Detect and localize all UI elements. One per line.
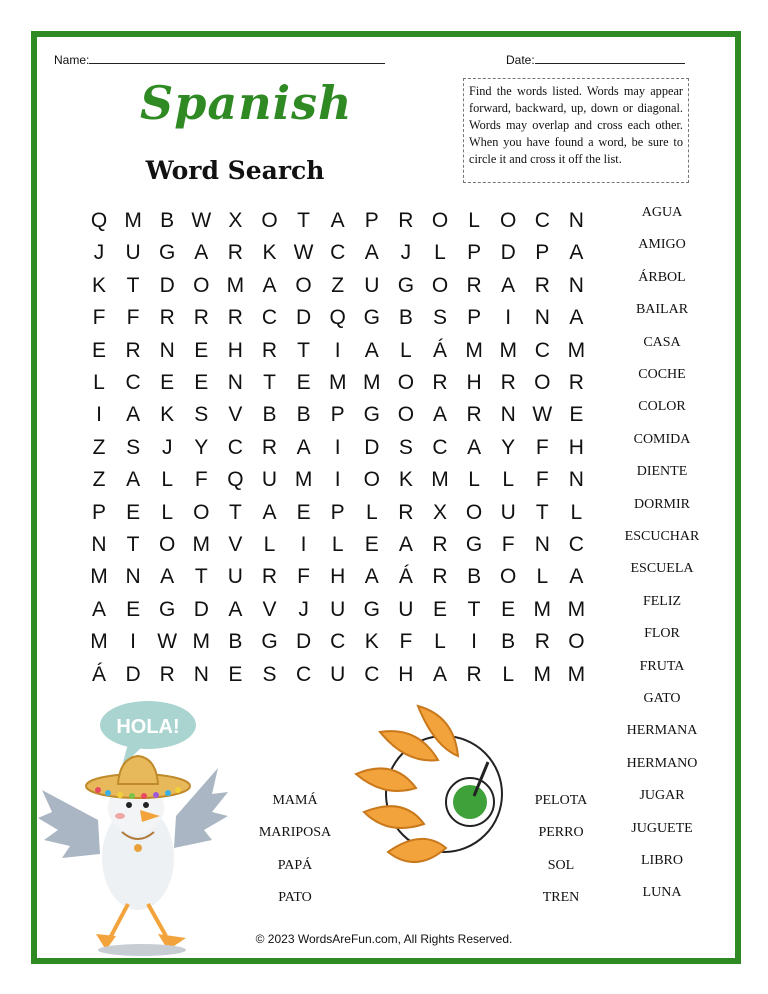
- grid-cell[interactable]: L: [365, 500, 378, 524]
- grid-cell[interactable]: R: [534, 630, 550, 654]
- grid-cell[interactable]: A: [467, 435, 482, 459]
- date-field[interactable]: [506, 51, 685, 67]
- grid-cell[interactable]: R: [466, 662, 482, 686]
- grid-cell[interactable]: U: [125, 241, 141, 265]
- grid-cell[interactable]: C: [125, 371, 141, 394]
- grid-cell[interactable]: D: [159, 273, 175, 297]
- grid-cell[interactable]: M: [499, 338, 517, 362]
- grid-cell[interactable]: B: [262, 403, 277, 427]
- word-list-item: PERRO: [538, 825, 584, 841]
- grid-cell[interactable]: Á: [398, 565, 413, 589]
- grid-cell[interactable]: L: [468, 209, 480, 232]
- grid-cell[interactable]: L: [502, 468, 515, 492]
- grid-cell[interactable]: O: [500, 565, 517, 589]
- grid-cell[interactable]: E: [432, 597, 447, 621]
- word-list-item: COLOR: [638, 399, 686, 415]
- word-list-item: DIENTE: [636, 464, 688, 480]
- grid-cell[interactable]: C: [534, 338, 550, 362]
- grid-cell[interactable]: Q: [329, 306, 346, 330]
- grid-cell[interactable]: O: [363, 468, 380, 492]
- grid-cell[interactable]: L: [468, 468, 480, 492]
- grid-cell[interactable]: K: [398, 468, 413, 492]
- grid-cell[interactable]: G: [261, 630, 278, 654]
- word-list-item: LUNA: [642, 885, 682, 901]
- word-list-item: FRUTA: [639, 658, 685, 674]
- grid-cell[interactable]: O: [431, 209, 449, 232]
- grid-cell[interactable]: B: [398, 306, 413, 330]
- grid-cell[interactable]: C: [432, 435, 448, 459]
- grid-cell[interactable]: J: [161, 435, 173, 459]
- grid-cell[interactable]: H: [227, 338, 243, 362]
- grid-cell[interactable]: R: [227, 241, 243, 265]
- grid-cell[interactable]: P: [364, 209, 379, 232]
- grid-cell[interactable]: A: [398, 533, 413, 556]
- grid-cell[interactable]: E: [296, 500, 311, 524]
- grid-cell[interactable]: A: [262, 500, 277, 524]
- word-list-item: FELIZ: [642, 593, 682, 609]
- grid-cell[interactable]: R: [432, 565, 448, 589]
- duck-mascot-illustration: [36, 698, 236, 958]
- grid-cell[interactable]: A: [569, 306, 584, 330]
- grid-cell[interactable]: B: [467, 565, 482, 589]
- grid-cell[interactable]: I: [471, 630, 478, 654]
- grid-cell[interactable]: S: [194, 403, 209, 427]
- grid-cell[interactable]: J: [93, 241, 105, 265]
- duck-eye: [126, 802, 132, 808]
- word-list-item: HERMANA: [626, 723, 698, 739]
- grid-cell[interactable]: V: [228, 403, 243, 427]
- grid-cell[interactable]: O: [295, 273, 312, 297]
- grid-cell[interactable]: N: [568, 273, 584, 297]
- grid-cell[interactable]: R: [261, 338, 278, 362]
- grid-cell[interactable]: T: [126, 273, 140, 297]
- word-list-item: BAILAR: [635, 302, 689, 318]
- grid-cell[interactable]: A: [501, 273, 516, 297]
- grid-cell[interactable]: N: [91, 533, 107, 556]
- grid-cell[interactable]: B: [160, 209, 175, 232]
- title-spanish: Spanish: [140, 76, 353, 130]
- grid-cell[interactable]: D: [296, 630, 312, 654]
- grid-cell[interactable]: R: [500, 371, 516, 394]
- grid-cell[interactable]: T: [126, 533, 140, 556]
- date-line: [535, 51, 685, 64]
- grid-cell[interactable]: A: [296, 435, 311, 459]
- grid-cell[interactable]: A: [91, 597, 106, 621]
- grid-cell[interactable]: G: [397, 273, 415, 297]
- grid-cell[interactable]: U: [261, 468, 278, 492]
- word-list-item: TREN: [542, 889, 580, 905]
- grid-cell[interactable]: C: [330, 241, 346, 265]
- grid-cell[interactable]: F: [535, 435, 549, 459]
- grid-cell[interactable]: Á: [432, 338, 447, 362]
- grid-cell[interactable]: L: [400, 338, 412, 362]
- grid-cell[interactable]: B: [501, 630, 516, 654]
- grid-cell[interactable]: M: [567, 597, 586, 621]
- grid-cell[interactable]: T: [263, 371, 276, 394]
- grid-cell[interactable]: Z: [92, 468, 106, 492]
- grid-cell[interactable]: M: [533, 597, 552, 621]
- grid-cell[interactable]: L: [502, 662, 515, 686]
- grid-cell[interactable]: W: [293, 241, 314, 265]
- word-list-item: CASA: [643, 334, 681, 350]
- grid-cell[interactable]: N: [193, 662, 209, 686]
- grid-cell[interactable]: F: [297, 565, 310, 589]
- grid-cell[interactable]: Y: [194, 435, 209, 459]
- grid-cell[interactable]: E: [126, 597, 141, 621]
- grid-cell[interactable]: N: [159, 338, 175, 362]
- grid-cell[interactable]: C: [330, 630, 346, 654]
- grid-cell[interactable]: M: [124, 209, 142, 232]
- name-field[interactable]: [54, 51, 385, 67]
- grid-cell[interactable]: R: [466, 273, 482, 297]
- word-list-item: AMIGO: [638, 237, 686, 253]
- grid-cell[interactable]: F: [126, 306, 140, 330]
- grid-cell[interactable]: R: [534, 273, 550, 297]
- duck-wing-left: [38, 790, 100, 858]
- grid-cell[interactable]: N: [568, 209, 584, 232]
- grid-cell[interactable]: L: [536, 565, 549, 589]
- word-list-item: PATO: [278, 889, 312, 905]
- copyright-footer: © 2023 WordsAreFun.com, All Rights Reserved.: [255, 932, 513, 946]
- grid-cell[interactable]: N: [500, 403, 516, 427]
- name-label: Name:: [54, 53, 90, 67]
- grid-cell[interactable]: T: [297, 209, 310, 232]
- grid-cell[interactable]: Q: [227, 468, 244, 492]
- grid-cell[interactable]: A: [160, 565, 175, 589]
- grid-cell[interactable]: E: [126, 500, 141, 524]
- grid-cell[interactable]: V: [262, 597, 277, 621]
- grid-cell[interactable]: C: [227, 435, 243, 459]
- grid-cell[interactable]: R: [432, 371, 448, 394]
- grid-cell[interactable]: F: [194, 468, 208, 492]
- grid-cell[interactable]: W: [157, 630, 178, 654]
- instructions-box: Find the words listed. Words may appear forward, backward, up, down or diagonal. Words may overlap and cross each other. When you have found a word, be sure to circle it and cross it off the list.: [463, 78, 689, 183]
- grid-cell[interactable]: R: [568, 371, 584, 394]
- grid-cell[interactable]: P: [467, 306, 482, 330]
- grid-cell[interactable]: E: [194, 371, 209, 394]
- grid-cell[interactable]: R: [159, 662, 175, 686]
- grid-cell[interactable]: W: [191, 209, 212, 232]
- grid-cell[interactable]: O: [193, 273, 210, 297]
- grid-cell[interactable]: E: [194, 338, 209, 362]
- grid-cell[interactable]: M: [431, 468, 449, 492]
- grid-cell[interactable]: H: [398, 662, 414, 686]
- grid-cell[interactable]: O: [159, 533, 176, 556]
- grid-cell[interactable]: T: [535, 500, 549, 524]
- grid-cell[interactable]: T: [228, 500, 242, 524]
- grid-cell[interactable]: U: [330, 597, 346, 621]
- grid-cell[interactable]: G: [363, 306, 380, 330]
- grid-cell[interactable]: I: [130, 630, 137, 654]
- grid-cell[interactable]: S: [398, 435, 413, 459]
- grid-cell[interactable]: R: [193, 306, 209, 330]
- grid-cell[interactable]: P: [330, 403, 345, 427]
- grid-cell[interactable]: R: [261, 435, 278, 459]
- grid-cell[interactable]: T: [467, 597, 481, 621]
- grid-cell[interactable]: G: [363, 403, 380, 427]
- grid-cell[interactable]: A: [364, 241, 379, 265]
- grid-cell[interactable]: E: [296, 371, 311, 394]
- grid-cell[interactable]: A: [126, 468, 141, 492]
- grid-cell[interactable]: U: [364, 273, 380, 297]
- grid-cell[interactable]: R: [432, 533, 448, 556]
- grid-cell[interactable]: Z: [92, 435, 106, 459]
- grid-cell[interactable]: O: [397, 371, 415, 394]
- grid-cell[interactable]: B: [296, 403, 311, 427]
- grid-cell[interactable]: P: [467, 241, 482, 265]
- grid-cell[interactable]: A: [194, 241, 209, 265]
- grid-cell[interactable]: K: [262, 241, 277, 265]
- grid-cell[interactable]: G: [465, 533, 483, 556]
- grid-cell[interactable]: U: [500, 500, 516, 524]
- grid-cell[interactable]: I: [334, 435, 341, 459]
- grid-cell[interactable]: E: [569, 403, 584, 427]
- grid-cell[interactable]: T: [297, 338, 310, 362]
- grid-cell[interactable]: B: [228, 630, 243, 654]
- sombrero-icon: [86, 756, 190, 799]
- grid-cell[interactable]: N: [125, 565, 141, 589]
- grid-cell[interactable]: O: [500, 209, 517, 232]
- grid-cell[interactable]: K: [364, 630, 379, 654]
- grid-cell[interactable]: N: [534, 533, 550, 556]
- grid-cell[interactable]: Z: [331, 273, 345, 297]
- grid-cell[interactable]: A: [569, 565, 584, 589]
- grid-cell[interactable]: O: [261, 209, 278, 232]
- grid-cell[interactable]: A: [569, 241, 584, 265]
- grid-cell[interactable]: E: [160, 371, 175, 394]
- grid-cell[interactable]: O: [397, 403, 415, 427]
- grid-cell[interactable]: O: [193, 500, 210, 524]
- grid-cell[interactable]: C: [534, 209, 550, 232]
- grid-cell[interactable]: N: [534, 306, 550, 330]
- grid-cell[interactable]: O: [431, 273, 449, 297]
- grid-cell[interactable]: L: [331, 533, 344, 556]
- grid-cell[interactable]: H: [330, 565, 346, 589]
- grid-cell[interactable]: L: [161, 468, 174, 492]
- grid-cell[interactable]: Q: [90, 209, 108, 232]
- word-list-item: JUGUETE: [631, 820, 693, 836]
- grid-cell[interactable]: M: [192, 630, 211, 654]
- title-word-search: Word Search: [145, 156, 325, 185]
- word-list-item: GATO: [643, 691, 681, 706]
- grid-cell[interactable]: R: [159, 306, 175, 330]
- grid-cell[interactable]: L: [570, 500, 583, 524]
- word-list-item: ÁRBOL: [638, 269, 686, 285]
- salsa-bowl: [453, 785, 487, 819]
- grid-cell[interactable]: S: [126, 435, 141, 459]
- grid-cell[interactable]: A: [364, 565, 379, 589]
- grid-cell[interactable]: C: [364, 662, 380, 686]
- grid-cell[interactable]: C: [296, 662, 312, 686]
- grid-cell[interactable]: L: [161, 500, 174, 524]
- grid-cell[interactable]: I: [334, 468, 341, 492]
- grid-cell[interactable]: A: [330, 209, 345, 232]
- grid-cell[interactable]: F: [92, 306, 106, 330]
- grid-cell[interactable]: L: [263, 533, 276, 556]
- grid-cell[interactable]: R: [398, 500, 414, 524]
- word-list-item: SOL: [547, 857, 575, 873]
- grid-cell[interactable]: U: [398, 597, 414, 621]
- grid-cell[interactable]: M: [465, 338, 483, 362]
- grid-cell[interactable]: V: [228, 533, 243, 556]
- grid-cell[interactable]: S: [262, 662, 277, 686]
- grid-cell[interactable]: M: [226, 273, 245, 297]
- grid-cell[interactable]: Á: [91, 662, 106, 686]
- grid-cell[interactable]: I: [96, 403, 102, 427]
- word-list-item: JUGAR: [639, 788, 685, 804]
- grid-cell[interactable]: M: [567, 338, 586, 362]
- grid-cell[interactable]: H: [568, 435, 584, 459]
- grid-cell[interactable]: J: [298, 597, 309, 621]
- grid-cell[interactable]: A: [126, 403, 141, 427]
- grid-cell[interactable]: A: [228, 597, 243, 621]
- grid-cell[interactable]: O: [534, 371, 551, 394]
- grid-cell[interactable]: M: [328, 371, 347, 394]
- grid-cell[interactable]: M: [567, 662, 586, 686]
- grid-cell[interactable]: J: [400, 241, 412, 265]
- grid-cell[interactable]: P: [330, 500, 345, 524]
- word-list-item: ESCUCHAR: [624, 529, 700, 544]
- grid-cell[interactable]: M: [90, 630, 108, 654]
- grid-cell[interactable]: X: [228, 209, 243, 232]
- grid-cell[interactable]: S: [432, 306, 447, 330]
- grid-cell[interactable]: L: [93, 371, 105, 394]
- grid-cell[interactable]: O: [465, 500, 483, 524]
- grid-cell[interactable]: M: [533, 662, 552, 686]
- grid-cell[interactable]: M: [363, 371, 381, 394]
- grid-cell[interactable]: G: [159, 597, 176, 621]
- grid-cell[interactable]: K: [91, 273, 106, 297]
- grid-cell[interactable]: A: [432, 403, 447, 427]
- grid-cell[interactable]: R: [125, 338, 141, 362]
- grid-cell[interactable]: E: [501, 597, 516, 621]
- grid-cell[interactable]: P: [535, 241, 550, 265]
- grid-cell[interactable]: P: [91, 500, 106, 524]
- grid-cell[interactable]: L: [434, 241, 446, 265]
- grid-cell[interactable]: R: [261, 565, 278, 589]
- word-list-item: MARIPOSA: [258, 825, 332, 841]
- grid-cell[interactable]: Y: [501, 435, 516, 459]
- grid-cell[interactable]: A: [262, 273, 277, 297]
- grid-cell[interactable]: M: [90, 565, 108, 589]
- word-list-item: MAMÁ: [272, 793, 318, 808]
- word-list-item: AGUA: [641, 205, 683, 220]
- grid-cell[interactable]: X: [432, 500, 447, 524]
- grid-cell[interactable]: F: [501, 533, 515, 556]
- empanadas-plate-illustration: [350, 702, 510, 882]
- grid-cell[interactable]: F: [399, 630, 413, 654]
- grid-cell[interactable]: D: [125, 662, 141, 686]
- grid-cell[interactable]: O: [568, 630, 585, 654]
- grid-cell[interactable]: K: [160, 403, 175, 427]
- word-list-item: ESCUELA: [630, 561, 694, 577]
- name-line: [89, 51, 385, 64]
- word-list-item: COMIDA: [633, 431, 691, 447]
- grid-cell[interactable]: D: [296, 306, 312, 330]
- word-list-item: LIBRO: [641, 853, 683, 868]
- grid-cell[interactable]: E: [91, 338, 106, 362]
- grid-cell[interactable]: D: [193, 597, 209, 621]
- grid-cell[interactable]: E: [228, 662, 243, 686]
- grid-cell[interactable]: A: [432, 662, 447, 686]
- grid-cell[interactable]: A: [364, 338, 379, 362]
- grid-cell[interactable]: U: [227, 565, 243, 589]
- grid-cell[interactable]: T: [194, 565, 208, 589]
- speech-bubble-text: HOLA!: [116, 716, 180, 738]
- grid-cell[interactable]: R: [466, 403, 482, 427]
- grid-cell[interactable]: F: [535, 468, 549, 492]
- speech-bubble: [100, 701, 196, 766]
- grid-cell[interactable]: M: [294, 468, 313, 492]
- word-list-item: DORMIR: [633, 496, 690, 512]
- grid-cell[interactable]: G: [159, 241, 176, 265]
- grid-cell[interactable]: N: [227, 371, 243, 394]
- grid-cell[interactable]: I: [300, 533, 307, 556]
- word-list-item: HERMANO: [626, 755, 698, 771]
- grid-cell[interactable]: C: [261, 306, 278, 330]
- grid-cell[interactable]: G: [363, 597, 380, 621]
- grid-cell[interactable]: U: [330, 662, 346, 686]
- grid-cell[interactable]: I: [334, 338, 341, 362]
- grid-cell[interactable]: I: [505, 306, 512, 330]
- grid-cell[interactable]: W: [532, 403, 553, 427]
- date-label: Date:: [506, 53, 535, 67]
- word-list-item: PAPÁ: [277, 857, 313, 873]
- grid-cell[interactable]: R: [227, 306, 243, 330]
- word-list-item: COCHE: [638, 367, 686, 382]
- grid-cell[interactable]: D: [364, 435, 380, 459]
- grid-cell[interactable]: E: [364, 533, 379, 556]
- word-list-item: PELOTA: [534, 793, 588, 808]
- grid-cell[interactable]: C: [568, 533, 584, 556]
- grid-cell[interactable]: N: [568, 468, 584, 492]
- grid-cell[interactable]: H: [466, 371, 482, 394]
- word-list-item: FLOR: [644, 626, 680, 642]
- grid-cell[interactable]: R: [398, 209, 414, 232]
- grid-cell[interactable]: L: [434, 630, 446, 654]
- grid-cell[interactable]: M: [192, 533, 211, 556]
- grid-cell[interactable]: D: [500, 241, 516, 265]
